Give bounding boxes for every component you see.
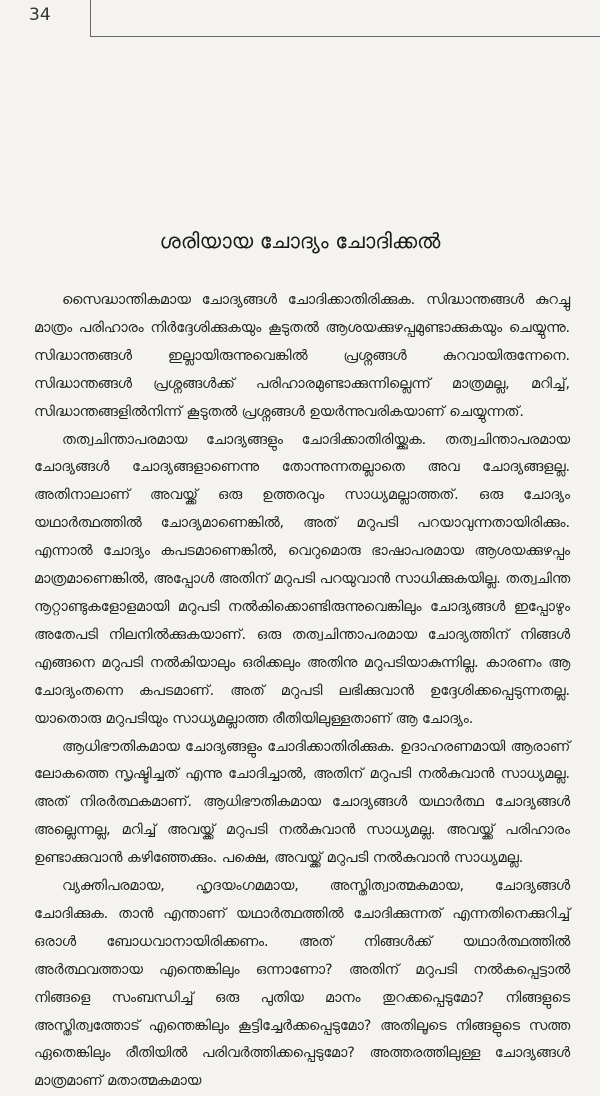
- chapter-title: ശരിയായ ചോദ്യം ചോദിക്കൽ: [159, 229, 441, 253]
- paragraph-philosophical-questions: തത്വചിന്താപരമായ ചോദ്യങ്ങളും ചോദിക്കാതിരിയ്ക്കുക. തത്വചിന്താപരമായ ചോദ്യങ്ങൾ ചോദ്യങ്ങളാണെന്നു തോന്നുന്നതല്ലാതെ അവ ചോദ്യങ്ങളല്ല. അതിനാലാണ് അവയ്ക്ക് ഒരു ഉത്തരവും സാധ്യമല്ലാത്തത്. ഒരു ചോദ്യം യഥാർത്ഥത്തിൽ ചോദ്യമാണെങ്കിൽ, അത് മറുപടി പറയാവുന്നതായിരിക്കും. എന്നാൽ ചോദ്യം കപടമാണെങ്കിൽ, വെറുമൊരു ഭാഷാപരമായ ആശയക്കുഴപ്പം മാത്രമാണെങ്കിൽ, അപ്പോൾ അതിന് മറുപടി പറയുവാൻ സാധിക്കുകയില്ല. തത്വചിന്ത നൂറ്റാണ്ടുകളോളമായി മറുപടി നൽകിക്കൊണ്ടിരുന്നുവെങ്കിലും ചോദ്യങ്ങൾ ഇപ്പോഴും അതേപടി നിലനിൽക്കുകയാണ്. ഒരു തത്വചിന്താപരമായ ചോദ്യത്തിന് നിങ്ങൾ എങ്ങനെ മറുപടി നൽകിയാലും ഒരിക്കലും അതിനു മറുപടിയാകുന്നില്ല. കാരണം ആ ചോദ്യംതന്നെ കപടമാണ്. അത് മറുപടി ലഭിക്കുവാൻ ഉദ്ദേശിക്കപ്പെടുന്നതല്ല. യാതൊരു മറുപടിയും സാധ്യമല്ലാത്ത രീതിയിലുള്ളതാണ് ആ ചോദ്യം.: [34, 431, 570, 727]
- paragraph-personal-questions: വ്യക്തിപരമായ, ഹൃദയംഗമമായ, അസ്തിത്വാത്മകമായ, ചോദ്യങ്ങൾ ചോദിക്കുക. താൻ എന്താണ് യഥാർത്ഥത്തിൽ ചോദിക്കുന്നത് എന്നതിനെക്കുറിച്ച് ഒരാൾ ബോധവാനായിരിക്കണം. അത് നിങ്ങൾക്ക് യഥാർത്ഥത്തിൽ അർത്ഥവത്തായ എന്തെങ്കിലും ഒന്നാണോ? അതിന് മറുപടി നൽകപ്പെട്ടാൽ നിങ്ങളെ സംബന്ധിച്ച് ഒരു പുതിയ മാനം തുറക്കപ്പെടുമോ? നിങ്ങളുടെ അസ്തിത്വത്തോട് എന്തെങ്കിലും കൂട്ടിച്ചേർക്കപ്പെടുമോ? അതിലൂടെ നിങ്ങളുടെ സത്ത ഏതെങ്കിലും രീതിയിൽ പരിവർത്തിക്കപ്പെടുമോ? അത്തരത്തിലുള്ള ചോദ്യങ്ങൾ മാത്രമാണ് മതാത്മകമായ: [34, 878, 570, 1090]
- paragraph-theoretical-questions: സൈദ്ധാന്തികമായ ചോദ്യങ്ങൾ ചോദിക്കാതിരിക്കുക. സിദ്ധാന്തങ്ങൾ കുറച്ചു മാത്രം പരിഹാരം നിർദ്ദേശിക്കുകയും കൂടുതൽ ആശയക്കുഴപ്പമുണ്ടാക്കുകയും ചെയ്യുന്നു. സിദ്ധാന്തങ്ങൾ ഇല്ലായിരുന്നുവെങ്കിൽ പ്രശ്നങ്ങൾ കുറവായിരുന്നേനെ. സിദ്ധാന്തങ്ങൾ പ്രശ്നങ്ങൾക്ക് പരിഹാരമുണ്ടാക്കുന്നില്ലെന്ന് മാത്രമല്ല, മറിച്ച്, സിദ്ധാന്തങ്ങളിൽനിന്ന് കൂടുതൽ പ്രശ്നങ്ങൾ ഉയർന്നുവരികയാണ് ചെയ്യുന്നത്.: [34, 292, 570, 420]
- body-text: [34, 287, 570, 1096]
- paragraph-metaphysical-questions: ആധിഭൗതികമായ ചോദ്യങ്ങളും ചോദിക്കാതിരിക്കുക. ഉദാഹരണമായി ആരാണ് ലോകത്തെ സൃഷ്ടിച്ചത് എന്നു ചോദിച്ചാൽ, അതിന് മറുപടി നൽകുവാൻ സാധ്യമല്ല. അത് നിരർത്ഥകമാണ്. ആധിഭൗതികമായ ചോദ്യങ്ങൾ യഥാർത്ഥ ചോദ്യങ്ങൾ അല്ലെന്നല്ല, മറിച്ച് അവയ്ക്ക് മറുപടി നൽകുവാൻ സാധ്യമല്ല. അവയ്ക്ക് പരിഹാരം ഉണ്ടാക്കുവാൻ കഴിഞ്ഞേക്കും. പക്ഷെ, അവയ്ക്ക് മറുപടി നൽകുവാൻ സാധ്യമല്ല.: [34, 738, 570, 867]
- page-header: [0, 0, 600, 40]
- page-number: 34: [29, 5, 51, 25]
- header-rule-horizontal: [90, 36, 600, 37]
- header-rule-vertical: [90, 0, 91, 36]
